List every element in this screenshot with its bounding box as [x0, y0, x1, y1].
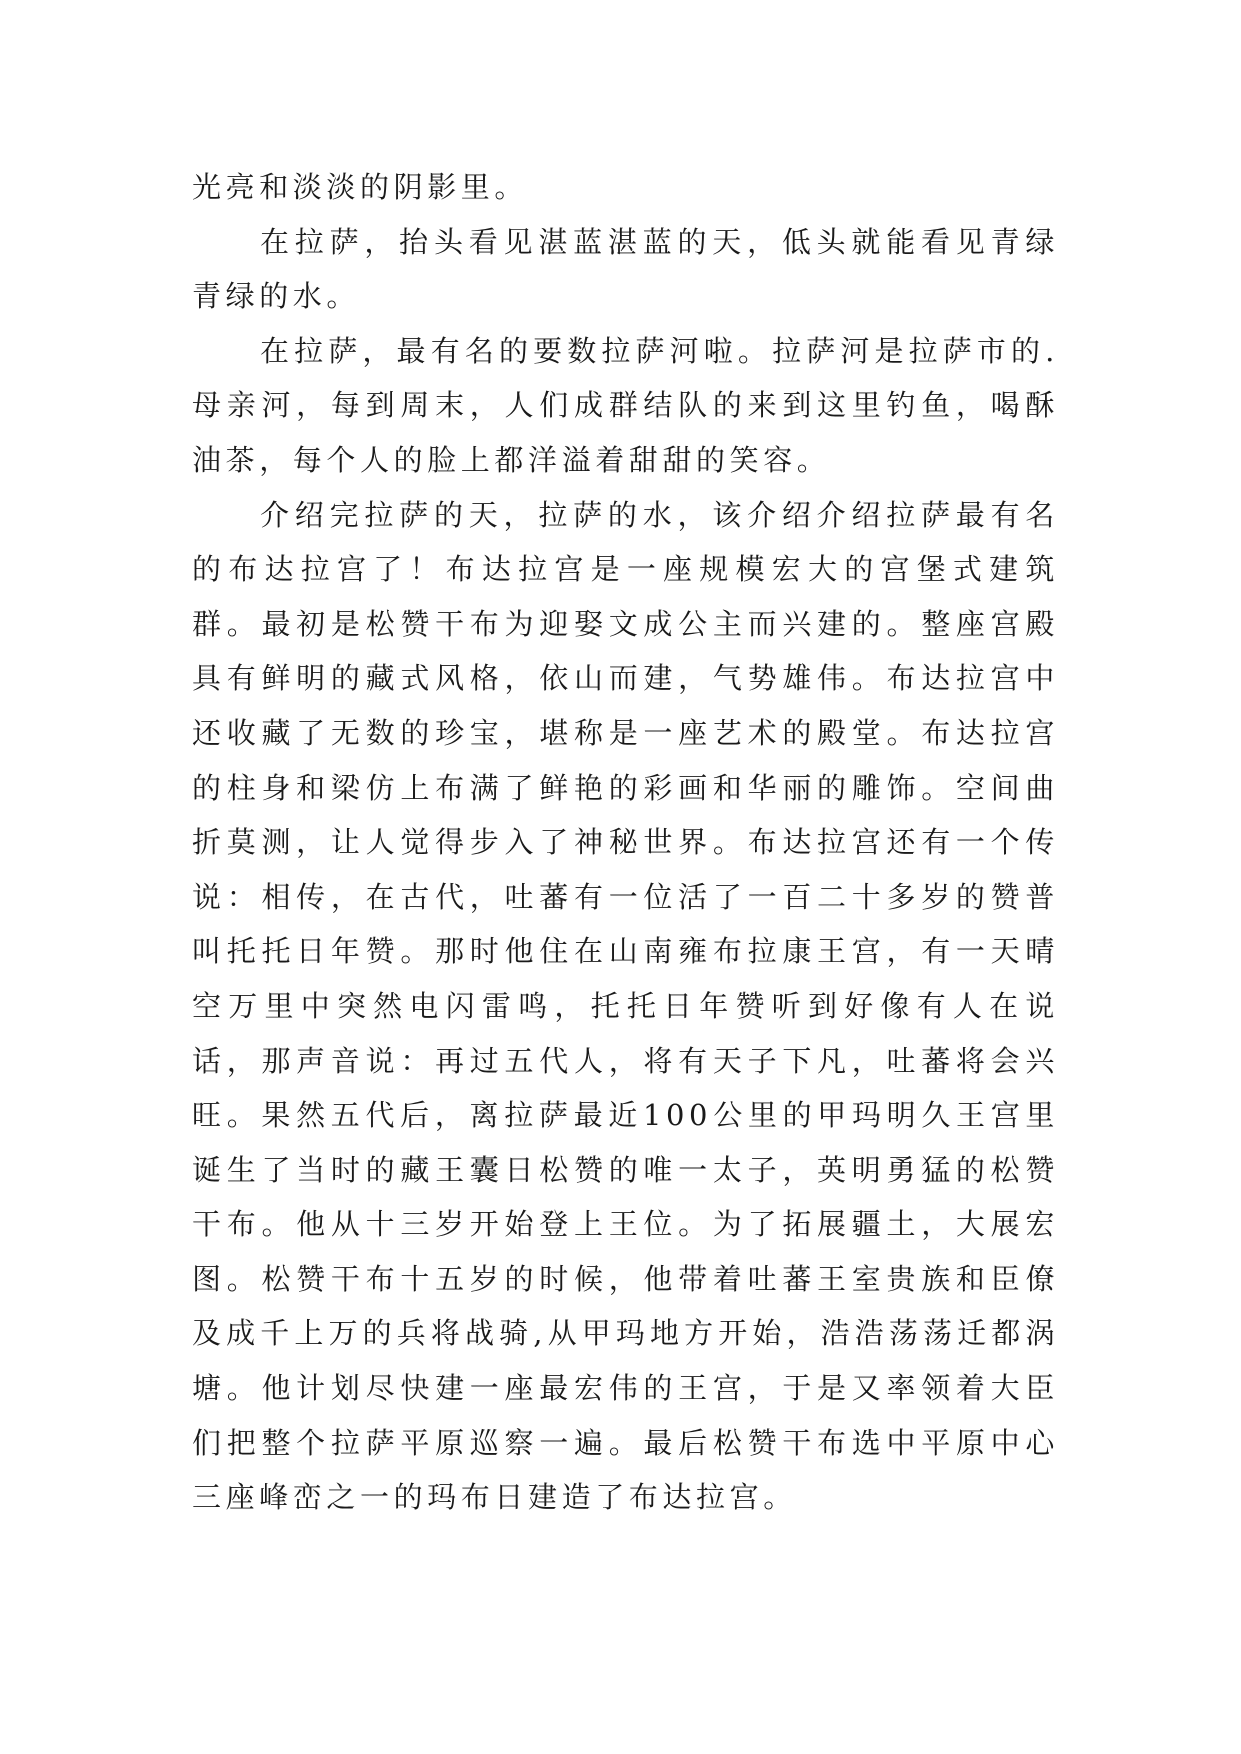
paragraph-sky-water: 在拉萨，抬头看见湛蓝湛蓝的天，低头就能看见青绿青绿的水。 [192, 224, 1059, 314]
paragraph-potala-palace: 介绍完拉萨的天，拉萨的水，该介绍介绍拉萨最有名的布达拉宫了！布达拉宫是一座规模宏大的宫堡式建筑群。最初是松赞干布为迎娶文成公主而兴建的。整座宫殿具有鲜明的藏式风格，依山而建，气势雄伟。布达拉宫中还收藏了无数的珍宝，堪称是一座艺术的殿堂。布达拉宫的柱身和梁仿上布满了鲜艳的彩画和华丽的雕饰。空间曲折莫测，让人觉得步入了神秘世界。布达拉宫还有一个传说：相传，在古代，吐蕃有一位活了一百二十多岁的赞普叫托托日年赞。那时他住在山南雍布拉康王宫，有一天晴空万里中突然电闪雷鸣，托托日年赞听到好像有人在说话，那声音说：再过五代人，将有天子下凡，吐蕃将会兴旺。果然五代后，离拉萨最近100公里的甲玛明久王宫里诞生了当时的藏王囊日松赞的唯一太子，英明勇猛的松赞干布。他从十三岁开始登上王位。为了拓展疆土，大展宏图。松赞干布十五岁的时候，他带着吐蕃王室贵族和臣僚及成千上万的兵将战骑,从甲玛地方开始，浩浩荡荡迁都涡塘。他计划尽快建一座最宏伟的王宫，于是又率领着大臣们把整个拉萨平原巡察一遍。最后松赞干布选中平原中心三座峰峦之一的玛布日建造了布达拉宫。 [192, 497, 1059, 1515]
document-body [192, 160, 1059, 1525]
paragraph-continuation: 光亮和淡淡的阴影里。 [192, 170, 529, 204]
paragraph-lhasa-river: 在拉萨，最有名的要数拉萨河啦。拉萨河是拉萨市的.母亲河，每到周末，人们成群结队的来到这里钓鱼，喝酥油茶，每个人的脸上都洋溢着甜甜的笑容。 [192, 333, 1059, 477]
